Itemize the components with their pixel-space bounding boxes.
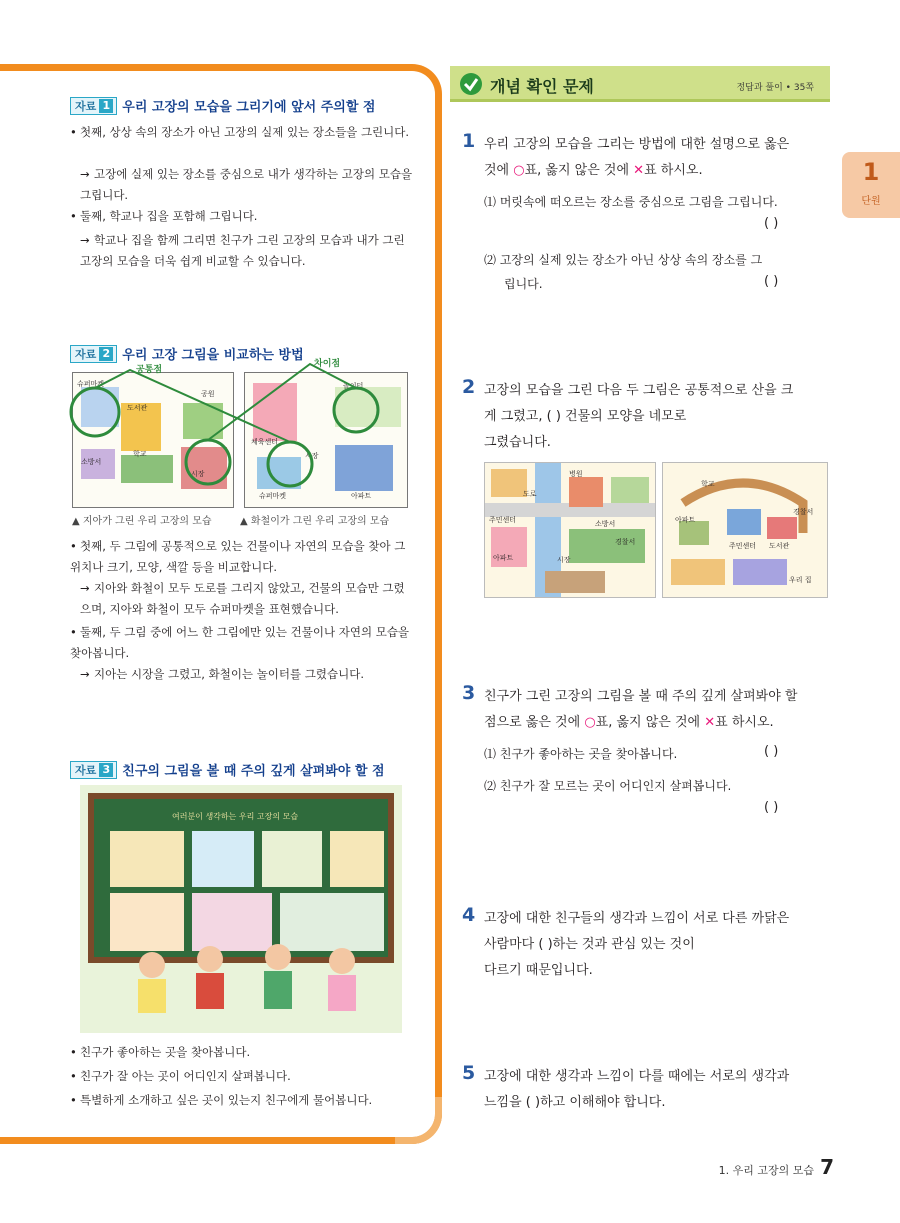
map-label: 주민센터 [729,542,757,550]
resource-1-bullet-2: • 둘째, 학교나 집을 포함해 그립니다. [70,209,258,223]
question-3-sub-1: ⑴ 친구가 좋아하는 곳을 찾아봅니다. [484,747,678,761]
map-label: 도로 [523,490,537,498]
map-label: 슈퍼마켓 [259,492,287,500]
x-mark-icon: ✕ [633,163,645,178]
question-5-text: 고장에 대한 생각과 느낌이 다를 때에는 서로의 생각과 느낌을 ( )하고 이해해야 합니다. [484,1064,834,1116]
caption-hwacheol: ▲ 화철이가 그린 우리 고장의 모습 [240,516,390,527]
map-illustration-a [485,463,655,597]
map-label: 도서관 [127,404,148,412]
resource-2-arrow-1: → 지아와 화철이 모두 도로를 그리지 않았고, 건물의 모습만 그렸으며, 지아와 화철이 모두 슈퍼마켓을 표현했습니다. [80,581,405,616]
question-3-text: 친구가 그린 고장의 그림을 볼 때 주의 깊게 살펴봐야 할 점으로 옳은 것에 ○표, 옳지 않은 것에 ✕표 하시오. [484,689,798,730]
resource-1-heading [70,96,375,115]
comparison-lines [60,354,420,504]
map-label: 아파트 [493,554,514,562]
unit-tab[interactable] [842,152,900,218]
unit-number: 1 [862,158,880,186]
resource-1-title: 우리 고장의 모습을 그리기에 앞서 주의할 점 [122,100,376,115]
map-label: 병원 [569,470,583,478]
question-5-number: 5 [462,1062,476,1084]
question-1-text: 우리 고장의 모습을 그리는 방법에 대한 설명으로 옳은 것에 ○표, 옳지 않은 것에 ✕표 하시오. [484,137,790,178]
map-label: 시장 [191,470,205,478]
answer-blank-1-1[interactable]: ( ) [764,216,779,231]
map-label: 우리 집 [789,576,812,584]
question-3-sub-2: ⑵ 친구가 잘 모르는 곳이 어디인지 살펴봅니다. [484,779,732,793]
resource-1-arrow-2: → 학교나 집을 함께 그리면 친구가 그린 고장의 모습과 내가 그린 고장의 모습을 더욱 쉽게 비교할 수 있습니다. [80,233,405,268]
classroom-illustration [80,785,402,1033]
map-drawing-a [484,462,656,598]
board-title: 여러분이 생각하는 우리 고장의 모습 [172,812,299,821]
map-label: 주민센터 [489,516,517,524]
answer-blank-4[interactable]: 사람마다 ( )하는 것과 관심 있는 것이 [484,937,695,952]
answer-blank-3-1[interactable]: ( ) [764,744,779,759]
question-2-text: 고장의 모습을 그린 다음 두 그림은 공통적으로 산을 크 게 그렸고, ( ) 건물의 모양을 네모로 그렸습니다. [484,378,834,456]
resource-3-bullet-2: • 친구가 잘 아는 곳이 어디인지 살펴봅니다. [70,1069,291,1083]
map-drawing-b [662,462,828,598]
answer-blank-3-2[interactable]: ( ) [764,800,779,815]
resource-3-bullet-3: • 특별하게 소개하고 싶은 곳이 있는지 친구에게 물어봅니다. [70,1093,373,1107]
map-label: 경찰서 [615,538,636,546]
label-diff: 차이점 [314,359,341,369]
map-label: 학교 [133,450,147,458]
caption-jia: ▲ 지아가 그린 우리 고장의 모습 [72,516,212,527]
question-3-number: 3 [462,682,476,704]
map-label: 슈퍼마켓 [77,380,105,388]
map-label: 아파트 [675,516,696,524]
map-label: 놀이터 [343,382,364,390]
answer-blank-5[interactable]: 느낌을 ( )하고 이해해야 합니다. [484,1095,666,1110]
checkmark-icon [460,73,482,95]
resource-2-bullet-2: • 둘째, 두 그림 중에 어느 한 그림에만 있는 건물이나 자연의 모습을 찾아봅니다. [70,625,410,660]
section-title: 개념 확인 문제 [490,77,594,96]
resource-3-heading [70,760,385,779]
x-mark-icon: ✕ [704,715,716,730]
question-1-sub-1: ⑴ 머릿속에 떠오르는 장소를 중심으로 그림을 그립니다. [484,195,778,209]
question-1-number: 1 [462,130,476,152]
resource-3-bullet-1: • 친구가 좋아하는 곳을 찾아봅니다. [70,1045,251,1059]
circle-mark-icon: ○ [513,163,525,178]
map-label: 시장 [557,556,571,564]
page-number: 7 [820,1155,834,1179]
answer-blank-1-2[interactable]: ( ) [764,274,779,289]
map-label: 아파트 [351,492,372,500]
answer-blank-2[interactable]: 게 그렸고, ( ) 건물의 모양을 네모로 [484,409,687,424]
resource-3-title: 친구의 그림을 볼 때 주의 깊게 살펴봐야 할 점 [122,764,385,779]
resource-2-arrow-2: → 지아는 시장을 그렸고, 화철이는 놀이터를 그렸습니다. [80,667,364,681]
map-label: 공원 [201,390,215,398]
map-label: 경찰서 [793,508,814,516]
answer-reference: 정답과 풀이 • 35쪽 [736,83,814,93]
resource-1-arrow-1: → 고장에 실제 있는 장소를 중심으로 내가 생각하는 고장의 모습을 그립니다. [80,167,413,202]
map-label: 도서관 [769,542,790,550]
resource-2-bullet-1: • 첫째, 두 그림에 공통적으로 있는 건물이나 자연의 모습을 찾아 그 위치나 크기, 모양, 색깔 등을 비교합니다. [70,539,406,574]
label-common: 공통점 [136,365,163,375]
map-label: 시장 [305,452,319,460]
map-label: 소방서 [595,520,616,528]
question-1-sub-2: ⑵ 고장의 실제 있는 장소가 아닌 상상 속의 장소를 그 립니다. [484,253,763,291]
circle-mark-icon: ○ [584,715,596,730]
map-label: 체육센터 [251,438,279,446]
resource-1-bullet-1: • 첫째, 상상 속의 장소가 아닌 고장의 실제 있는 장소들을 그린니다. [70,125,410,139]
unit-label: 단원 [861,196,881,207]
resource-tag: 자료 3 [70,761,117,779]
question-4-text: 고장에 대한 친구들의 생각과 느낌이 서로 다른 까닭은 사람마다 ( )하는 것과 관심 있는 것이 다르기 때문입니다. [484,906,834,984]
map-label: 학교 [701,480,715,488]
question-4-number: 4 [462,904,476,926]
resource-tag: 자료 2 [70,345,117,363]
resource-tag: 자료 1 [70,97,117,115]
chapter-footer: 1. 우리 고장의 모습 [718,1164,814,1177]
map-label: 소방서 [81,458,102,466]
resource-2-title: 우리 고장 그림을 비교하는 방법 [122,348,304,363]
bulletin-board-drawing [80,785,402,1033]
concept-check-header [450,66,830,102]
question-2-number: 2 [462,376,476,398]
